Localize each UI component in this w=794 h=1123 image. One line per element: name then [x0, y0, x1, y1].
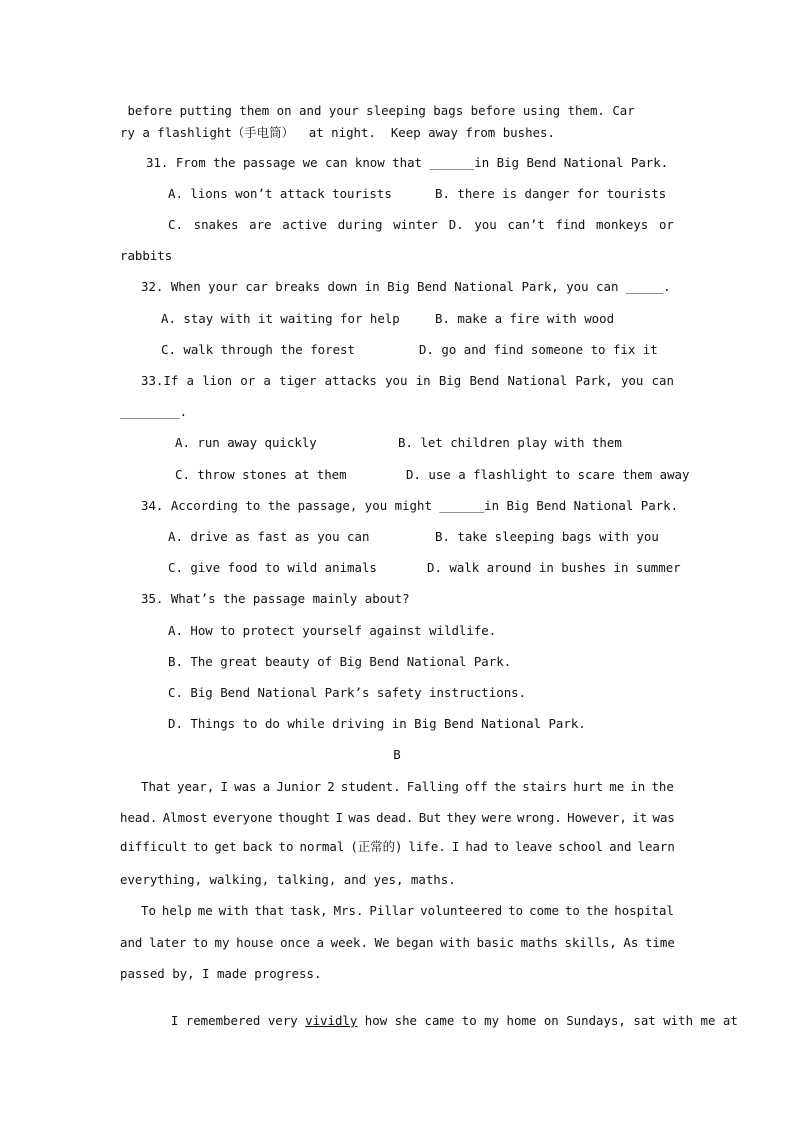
word: I: [451, 839, 460, 854]
word: had: [465, 839, 488, 854]
word: that: [254, 903, 285, 918]
word: come: [529, 903, 559, 918]
question-34-option-b: B. take sleeping bags with you: [435, 529, 659, 544]
word: monkeys: [596, 217, 649, 232]
word: maths: [520, 935, 558, 950]
question-33-option-d: D. use a flashlight to scare them away: [406, 467, 690, 482]
question-35-option-d: D. Things to do while driving in Big Bend National Park.: [168, 716, 586, 731]
question-35-option-b: B. The great beauty of Big Bend National Park.: [168, 654, 512, 669]
question-35-option-c: C. Big Bend National Park’s safety instructions.: [168, 685, 527, 700]
word: We: [374, 935, 390, 950]
paragraph-3-text-after: how she came to my home on Sundays, sat with me at: [357, 1013, 738, 1028]
word: the: [493, 779, 517, 794]
word: Bend: [469, 373, 500, 388]
word: with: [218, 903, 249, 918]
word: basic: [476, 935, 514, 950]
paragraph-2-line-2: [120, 935, 675, 951]
word: it: [632, 810, 648, 825]
word: lion: [202, 373, 233, 388]
paragraph-1-line-1: [141, 779, 674, 795]
intro-line-2: ry a flashlight（手电筒） at night. Keep away from bushes.: [120, 125, 555, 140]
question-31-options-cd: [168, 217, 674, 233]
word: were: [481, 810, 512, 825]
word: learn: [637, 839, 675, 854]
word: me: [197, 903, 213, 918]
word: can: [651, 373, 674, 388]
word: attacks: [324, 373, 377, 388]
word: the: [585, 903, 609, 918]
question-35-option-a: A. How to protect yourself against wildlife.: [168, 623, 497, 638]
intro-line-1: before putting them on and your sleeping bags before using them. Car: [120, 103, 635, 118]
paragraph-2-line-3: passed by, I made progress.: [120, 966, 322, 981]
word: the: [651, 779, 674, 794]
word: to: [278, 839, 294, 854]
word: head.: [120, 810, 158, 825]
section-b-heading: B: [393, 747, 401, 762]
word: Almost: [162, 810, 208, 825]
word: to: [564, 903, 580, 918]
word: stairs: [522, 779, 568, 794]
word: began: [396, 935, 434, 950]
word: year,: [177, 779, 215, 794]
word: was: [652, 810, 675, 825]
word: National: [507, 373, 568, 388]
word: in: [630, 779, 646, 794]
question-35-stem: 35. What’s the passage mainly about?: [141, 591, 410, 606]
word: normal: [299, 839, 345, 854]
word: to: [508, 903, 524, 918]
word: you: [385, 373, 408, 388]
word: a: [262, 779, 271, 794]
word: or: [658, 217, 674, 232]
word: hurt: [573, 779, 604, 794]
word: they: [446, 810, 477, 825]
word: Junior: [276, 779, 322, 794]
paragraph-1-line-3: [120, 839, 675, 855]
word: task,: [290, 903, 328, 918]
paragraph-3-line-1: [141, 997, 738, 1045]
paragraph-1-line-2: [120, 810, 675, 826]
word: That: [141, 779, 171, 794]
word: Mrs.: [333, 903, 364, 918]
question-32-option-d: D. go and find someone to fix it: [419, 342, 658, 357]
word: As: [623, 935, 639, 950]
word: time: [644, 935, 675, 950]
word: active: [282, 217, 327, 232]
word: a: [316, 935, 325, 950]
word: in: [415, 373, 431, 388]
word: you: [474, 217, 497, 232]
word: me: [609, 779, 625, 794]
word: to: [193, 839, 209, 854]
word: Pillar: [369, 903, 415, 918]
word: once: [280, 935, 310, 950]
word: are: [249, 217, 272, 232]
question-33-stem-tail: ________.: [120, 404, 188, 419]
question-33-option-c: C. throw stones at them: [175, 467, 347, 482]
word: I: [335, 810, 343, 825]
word: find: [555, 217, 586, 232]
word: house: [236, 935, 274, 950]
word: off: [465, 779, 488, 794]
word: 33.If: [141, 373, 179, 388]
word: a: [186, 373, 194, 388]
question-34-stem: 34. According to the passage, you might ______in Big Bend National Park.: [141, 498, 679, 513]
word: school: [558, 839, 603, 854]
question-33-option-a: A. run away quickly: [175, 435, 317, 450]
word: was: [234, 779, 257, 794]
word: back: [242, 839, 273, 854]
question-32-option-c: C. walk through the forest: [161, 342, 355, 357]
word: Falling: [406, 779, 459, 794]
question-33-stem: [141, 373, 674, 389]
word: and: [609, 839, 632, 854]
word: snakes: [193, 217, 239, 232]
word: to: [192, 935, 208, 950]
paragraph-1-line-4: everything, walking, talking, and yes, maths.: [120, 872, 456, 887]
word: during: [337, 217, 383, 232]
word: my: [214, 935, 230, 950]
word: dead.: [376, 810, 414, 825]
word: tiger: [279, 373, 317, 388]
word: winter: [393, 217, 438, 232]
word: with: [440, 935, 470, 950]
word: I: [220, 779, 228, 794]
word: (正常的): [350, 839, 403, 854]
word: student.: [340, 779, 401, 794]
question-33-option-b: B. let children play with them: [398, 435, 622, 450]
word: skills,: [564, 935, 617, 950]
word: life.: [408, 839, 446, 854]
word: volunteered: [420, 903, 503, 918]
question-31-stem: 31. From the passage we can know that ______in Big Bend National Park.: [146, 155, 669, 170]
word: help: [161, 903, 192, 918]
question-32-stem: 32. When your car breaks down in Big Bend National Park, you can _____.: [141, 279, 671, 294]
word: later: [149, 935, 187, 950]
word: But: [418, 810, 442, 825]
question-32-option-b: B. make a fire with wood: [435, 311, 615, 326]
question-31-option-a: A. lions won’t attack tourists: [168, 186, 392, 201]
word: C.: [168, 217, 183, 232]
paragraph-3-text-before: I remembered very: [170, 1013, 306, 1028]
question-31-option-b: B. there is danger for tourists: [435, 186, 667, 201]
word: thought: [277, 810, 331, 825]
underlined-word-vividly: vividly: [305, 1013, 358, 1028]
word: was: [348, 810, 371, 825]
question-31-option-d-tail: rabbits: [120, 248, 173, 263]
question-32-option-a: A. stay with it waiting for help: [161, 311, 400, 326]
paragraph-2-line-1: [141, 903, 674, 919]
word: and: [120, 935, 143, 950]
word: get: [214, 839, 237, 854]
word: can’t: [507, 217, 545, 232]
word: wrong.: [516, 810, 562, 825]
word: or: [240, 373, 256, 388]
word: you: [620, 373, 644, 388]
word: difficult: [120, 839, 188, 854]
word: to: [493, 839, 509, 854]
word: Big: [438, 373, 462, 388]
word: week.: [330, 935, 368, 950]
word: D.: [448, 217, 464, 232]
word: 2: [327, 779, 335, 794]
word: hospital: [614, 903, 674, 918]
word: a: [263, 373, 271, 388]
word: To: [141, 903, 156, 918]
word: Park,: [575, 373, 613, 388]
word: leave: [514, 839, 553, 854]
word: everyone: [212, 810, 273, 825]
question-34-option-c: C. give food to wild animals: [168, 560, 377, 575]
word: However,: [567, 810, 627, 825]
question-34-option-d: D. walk around in bushes in summer: [427, 560, 681, 575]
question-34-option-a: A. drive as fast as you can: [168, 529, 370, 544]
